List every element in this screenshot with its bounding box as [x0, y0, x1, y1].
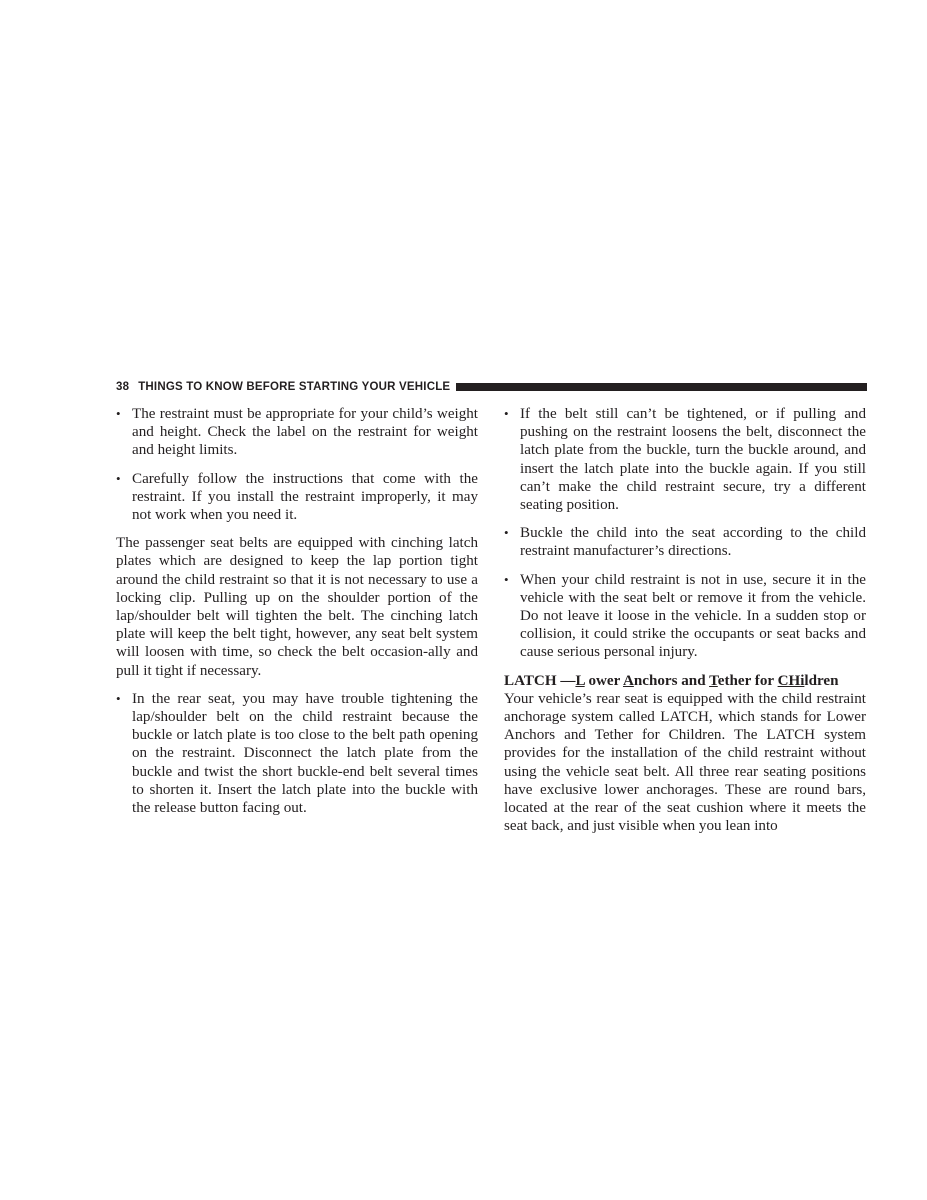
bullet-text: Buckle the child into the seat according to the child restraint manufacturer’s directions.	[520, 525, 866, 560]
bullet-text: The restraint must be appropriate for your child’s weight and height. Check the label on the restraint for weight and height limits.	[132, 406, 478, 459]
subheading-letters-chi: CHi	[777, 672, 805, 689]
bullet-text: In the rear seat, you may have trouble tightening the lap/shoulder belt on the child restraint because the buckle or latch plate is too close to the belt path opening on the restraint. Disconnect the latch plate from the buckle and twist the short buckle-end belt several times to shorten it. Insert the latch plate into the buckle with the release button facing out.	[132, 690, 478, 817]
body-paragraph: Your vehicle’s rear seat is equipped with the child restraint anchorage system called LATCH, which stands for Lower Anchors and Tether for Children. The LATCH system provides for the installation of the child restraint without using the vehicle seat belt. All three rear seating positions have exclusive lower anchorages. These are round bars, located at the rear of the seat cushion where it meets the seat back, and just visible when you lean into	[504, 690, 866, 835]
subheading-letter-a: A	[622, 672, 634, 689]
bullet-dot: •	[116, 690, 121, 706]
section-title: THINGS TO KNOW BEFORE STARTING YOUR VEHICLE	[138, 381, 451, 393]
subheading-part: ldren	[804, 672, 839, 689]
bullet-dot: •	[116, 406, 121, 421]
bullet-dot: •	[504, 406, 509, 421]
subheading-letter-l: L	[575, 672, 585, 689]
bullet-text: If the belt still can’t be tightened, or if pulling and pushing on the restraint loosens the belt, disconnect the latch plate from the buckle, turn the buckle around, and insert the latch plate into the buckle again. If you still can’t make the child restraint secure, try a different seating position.	[520, 406, 866, 514]
page-number: 38	[116, 381, 130, 393]
bullet-item	[116, 405, 478, 460]
left-column	[116, 405, 478, 827]
bullet-text: Carefully follow the instructions that come with the restraint. If you install the restraint improperly, it may not work when you need it.	[132, 470, 478, 524]
subheading-part: ether for	[717, 672, 778, 689]
body-paragraph: The passenger seat belts are equipped with cinching latch plates which are designed to keep the lap portion tight around the child restraint so that it is not necessary to use a locking clip. Pulling up on the shoulder portion of the lap/shoulder belt will tighten the belt. The cinching latch plate will keep the belt tight, however, any seat belt system will loosen with time, so check the belt occasion-ally and pull it tight if necessary.	[116, 535, 478, 679]
bullet-dot: •	[116, 470, 121, 486]
bullet-text: When your child restraint is not in use, secure it in the vehicle with the seat belt or remove it from the vehicle. Do not leave it loose in the vehicle. In a sudden stop or collision, it could strike the occupants or seat backs and cause serious personal injury.	[520, 571, 866, 661]
subheading-letter-t: T	[709, 672, 718, 689]
header-rule	[456, 383, 867, 391]
bullet-item	[116, 690, 478, 817]
latch-subheading	[504, 672, 866, 690]
subheading-prefix: LATCH —	[504, 672, 576, 689]
page-header	[116, 378, 867, 396]
right-column	[504, 405, 866, 845]
bullet-item	[116, 470, 478, 525]
subheading-part: ower	[584, 672, 623, 689]
bullet-item	[504, 524, 866, 560]
bullet-dot: •	[504, 571, 509, 587]
bullet-item	[504, 571, 866, 662]
bullet-dot: •	[504, 525, 509, 541]
subheading-part: nchors and	[633, 672, 710, 689]
bullet-item	[504, 405, 866, 514]
